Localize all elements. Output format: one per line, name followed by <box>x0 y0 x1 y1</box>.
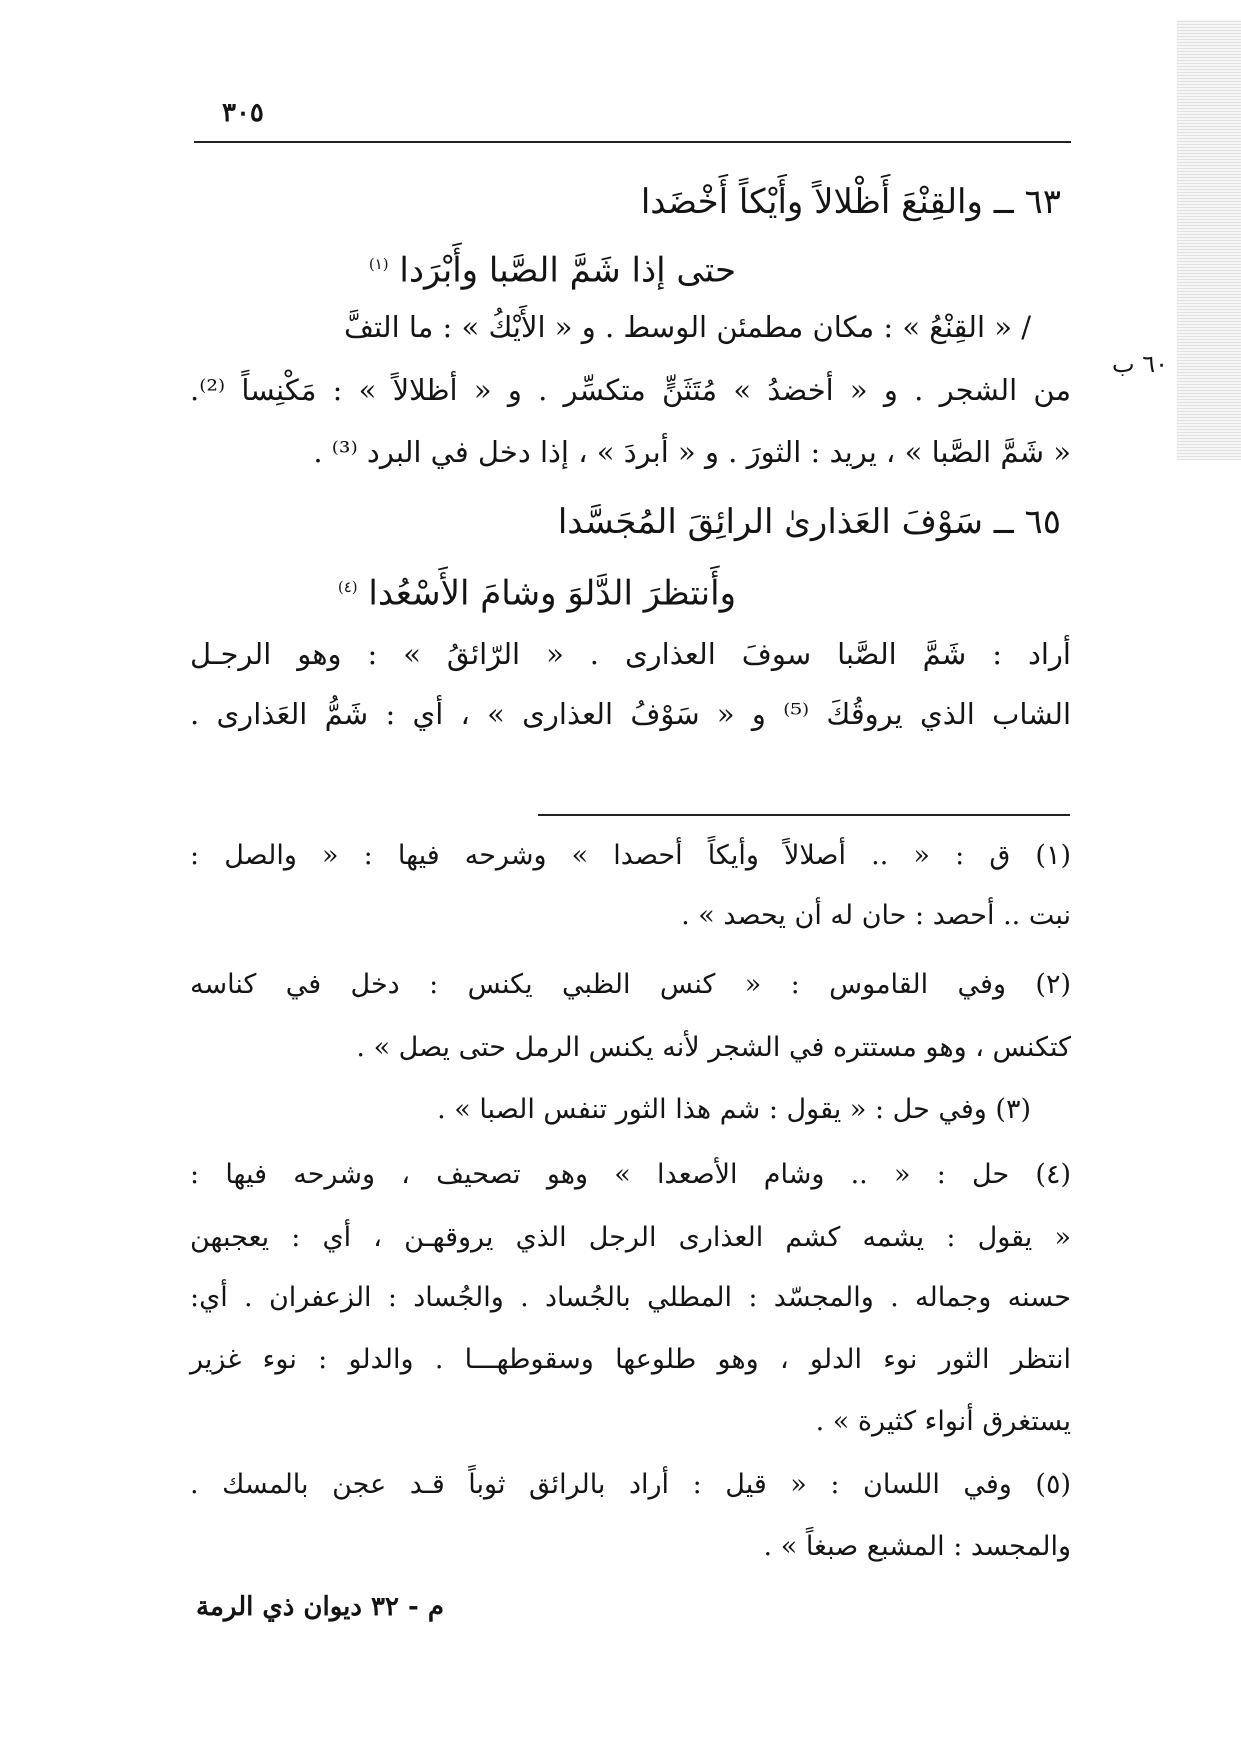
footnote-4-line-3: حسنه وجماله . والمجسّد : المطلي بالجُساد . والجُساد : الزعفران . أي: <box>190 1282 1071 1313</box>
header-rule <box>194 141 1071 143</box>
verse-63-second-hemistich <box>369 242 736 292</box>
footnote-separator <box>538 814 1070 816</box>
footnote-5-line-2: والمجسد : المشبع صبغاً » . <box>763 1531 1071 1562</box>
commentary-line-3: « شَمَّ الصَّبا » ، يريد : الثورَ . و « أبردَ » ، إذا دخل في البرد ⁽³⁾ . <box>313 435 1071 469</box>
verse-65-second-text: وأَنتظرَ الدَّلوَ وشامَ الأَسْعُدا <box>368 573 736 614</box>
verse-63-second-text: حتى إذا شَمَّ الصَّبا وأَبْرَدا <box>399 250 736 291</box>
verse-65-second-hemistich <box>338 565 736 615</box>
scan-edge-shadow <box>1177 20 1241 460</box>
footnote-5-line-1: (٥) وفي اللسان : « قيل : أراد بالرائق ثوباً قـد عجن بالمسك . <box>190 1469 1071 1500</box>
footnote-4-line-1: (٤) حل : « .. وشام الأصعدا » وهو تصحيف ، وشرحه فيها : <box>190 1159 1071 1190</box>
footnote-4-line-4: انتظر الثور نوء الدلو ، وهو طلوعها وسقوطهـــا . والدلو : نوء غزير <box>190 1344 1071 1375</box>
footnote-1-line-1: (١) ق : « .. أصلالاً وأيكاً أحصدا » وشرحه فيها : « والصل : <box>190 840 1071 871</box>
footnote-2-line-1: (٢) وفي القاموس : « كنس الظبي يكنس : دخل في كناسه <box>190 969 1071 1000</box>
footnote-4-line-5: يستغرق أنواء كثيرة » . <box>815 1406 1071 1437</box>
footnote-ref-4: (٤) <box>337 578 358 596</box>
commentary-line-1: / « القِنْعُ » : مكان مطمئن الوسط . و « الأَيْكُ » : ما التفَّ <box>344 310 1031 344</box>
commentary-line-5: الشاب الذي يروقُكَ ⁽⁵⁾ و « سَوْفُ العذارى » ، أي : شَمُّ العَذارى . <box>190 697 1072 731</box>
margin-folio-note: ٦٠ ب <box>1112 350 1169 378</box>
footnote-3: (٣) وفي حل : « يقول : شم هذا الثور تنفس الصبا » . <box>437 1094 1031 1125</box>
footnote-4-line-2: « يقول : يشمه كشم العذارى الرجل الذي يروقهـن ، أي : يعجبهن <box>190 1222 1071 1253</box>
page-number: ٣٠٥ <box>222 98 264 128</box>
footnote-1-line-2: نبت .. أحصد : حان له أن يحصد » . <box>681 900 1071 931</box>
signature-footer: م - ٣٢ ديوان ذي الرمة <box>196 1592 444 1622</box>
commentary-line-4: أراد : شَمَّ الصَّبا سوفَ العذارى . « الرّائقُ » : وهو الرجـل <box>190 637 1071 671</box>
verse-65-first-hemistich: ٦٥ ــ سَوْفَ العَذارىٰ الرائِقَ المُجَسَّدا <box>557 502 1061 542</box>
verse-63-first-hemistich: ٦٣ ــ والقِنْعَ أَظْلالاً وأَيْكاً أَخْضَدا <box>640 182 1061 222</box>
footnote-ref-1: (١) <box>368 255 389 273</box>
footnote-2-line-2: كتكنس ، وهو مستتره في الشجر لأنه يكنس الرمل حتى يصل » . <box>356 1032 1071 1063</box>
commentary-line-2: من الشجر . و « أخضدُ » مُتَثَنٍّ متكسِّر . و « أظلالاً » : مَكْنِساً ⁽²⁾. <box>190 373 1071 407</box>
